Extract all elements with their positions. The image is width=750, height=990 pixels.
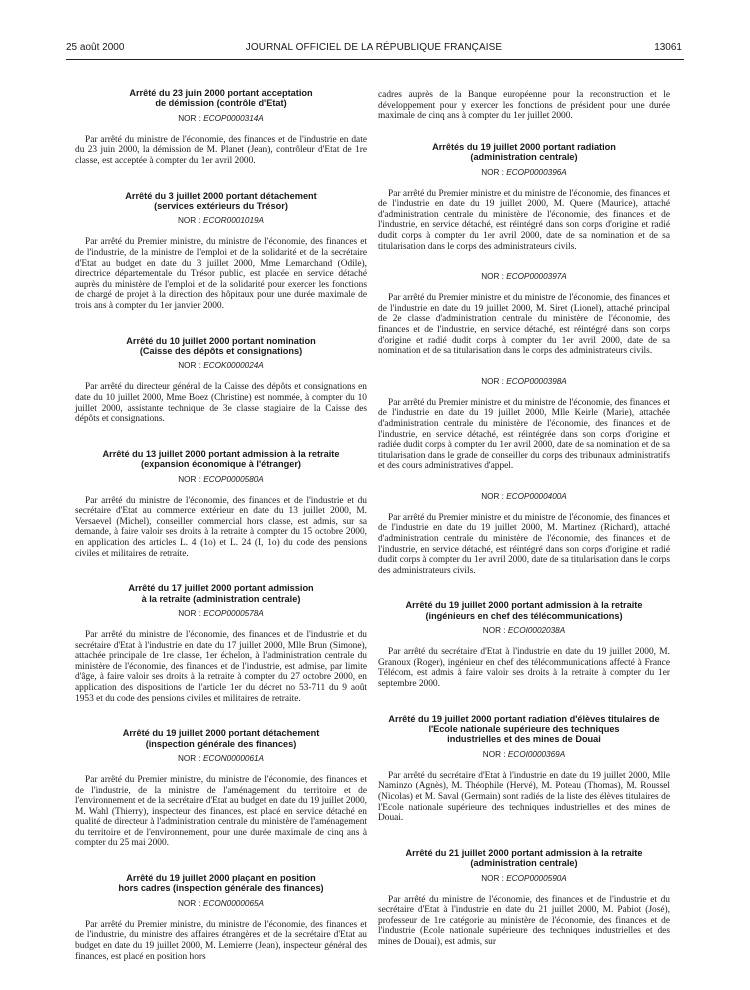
nor-reference: NOR : ECOR0001019A bbox=[177, 216, 265, 226]
nor-reference: NOR : ECOP0000398A bbox=[481, 376, 567, 386]
decree-text: Par arrêté du Premier ministre, du ministre de l'économie, des finances et de l'industrie, de la ministre de l'aménagement du territoire et de l'environnement et de la secrétaire d'Etat au budget en date du 19 juillet 2000, M. Wahl (Thierry), inspecteur des finances, est placé en service détaché en qualité de directeur à l'administration centrale du ministère de l'aménagement du territoire et de l'environnement, pour une durée maximale de cinq ans à compter du 25 mai 2000. bbox=[75, 774, 367, 849]
nor-reference: NOR : ECOI0002038A bbox=[482, 626, 566, 636]
decree-section bbox=[75, 88, 367, 167]
page-header bbox=[66, 42, 682, 58]
decree-text: Par arrêté du ministre de l'économie, des finances et de l'industrie et du secrétaire d'Etat à l'industrie en date du 17 juillet 2000, Mlle Brun (Simone), attachée principale de 1re classe, 1er échelon, à l'administration centrale du ministère de l'économie, des finances et de l'industrie, est admise, par limite d'âge, à faire valoir ses droits à la retraite à compter du 27 octobre 2000, en application des dispositions de l'article 1er du décret no 53-711 du 9 août 1953 et du code des pensions civiles et militaires de retraite. bbox=[75, 629, 367, 704]
decree-title: Arrêté du 21 juillet 2000 portant admission à la retraite (administration centrale) bbox=[405, 847, 643, 869]
left-column bbox=[75, 88, 367, 962]
decree-text: Par arrêté du ministre de l'économie, des finances et de l'industrie en date du 23 juin 2000, la démission de M. Planet (Jean), contrôleur d'Etat de 1re classe, est acceptée à compter du 1er avril 2000. bbox=[75, 134, 367, 166]
decree-text: Par arrêté du Premier ministre et du ministre de l'économie, des finances et de l'industrie en date du 19 juillet 2000, M. Martinez (Richard), attaché d'administration centrale du ministère de l'économie, des finances et de l'industrie, en service détaché, est réintégré dans son corps d'origine et radié dudit corps à compter du 1er avril 2000, date de sa titularisation dans le corps des administrateurs civils. bbox=[378, 512, 670, 576]
nor-reference: NOR : ECOK0000024A bbox=[178, 361, 264, 371]
decree-text: Par arrêté du secrétaire d'Etat à l'industrie en date du 19 juillet 2000, Mlle Naminzo (Agnès), M. Théophile (Hervé), M. Poteau (Thomas), M. Roussel (Nicolas) et M. Saval (Germain) sont radiés de la liste des élèves titulaires de l'Ecole nationale supérieure des techniques industrielles et des mines de Douai. bbox=[378, 770, 670, 824]
page-number: 13061 bbox=[654, 42, 682, 53]
nor-reference: NOR : ECOP0000580A bbox=[178, 474, 264, 484]
decree-section bbox=[75, 728, 367, 849]
nor-reference: NOR : ECON0000065A bbox=[177, 898, 265, 908]
nor-reference: NOR : ECON0000061A bbox=[177, 753, 265, 763]
radiation-decrees bbox=[378, 142, 670, 577]
decree-text: Par arrêté du Premier ministre et du ministre de l'économie, des finances et de l'industrie en date du 19 juillet 2000, M. Siret (Lionel), attaché principal de 2e classe d'administration centrale du ministère de l'économie, des finances et de l'industrie, en service détaché, est réintégré dans son corps d'origine et radié dudit corps à compter du 1er avril 2000, date de sa nomination et de sa titularisation dans le corps des administrateurs civils. bbox=[378, 293, 670, 357]
decree-section bbox=[75, 336, 367, 425]
decree-section bbox=[75, 873, 367, 962]
nor-reference: NOR : ECOP0000396A bbox=[481, 167, 567, 177]
header-rule bbox=[66, 59, 684, 60]
decree-text: Par arrêté du secrétaire d'Etat à l'industrie en date du 19 juillet 2000, M. Granoux (Roger), ingénieur en chef des télécommunications affecté à France Télécom, est admis à faire valoir ses droits à la retraite à compter du 1er septembre 2000. bbox=[378, 647, 670, 690]
decree-text: Par arrêté du Premier ministre, du ministre de l'économie, des finances et de l'industrie, du ministre des affaires étrangères et de la secrétaire d'Etat au budget en date du 19 juillet 2000, M. Lemierre (Jean), inspecteur général des finances, est placé en position hors bbox=[75, 919, 367, 962]
decree-title: Arrêté du 13 juillet 2000 portant admission à la retraite (expansion économique à l'étranger) bbox=[102, 448, 340, 470]
nor-reference: NOR : ECOP0000578A bbox=[178, 608, 264, 618]
decree-text: Par arrêté du ministre de l'économie, des finances et de l'industrie et du secrétaire d'Etat au commerce extérieur en date du 13 juillet 2000, M. Versaevel (Michel), conseiller commercial hors classe, est admis, sur sa demande, à faire valoir ses droits à la retraite à compter du 15 octobre 2000, en application des articles L. 4 (1o) et L. 24 (I, 1o) du code des pensions civiles et militaires de retraite. bbox=[75, 495, 367, 559]
decree-title: Arrêté du 19 juillet 2000 portant détachement (inspection générale des finances) bbox=[122, 728, 320, 749]
decree-section bbox=[75, 449, 367, 559]
continued-text: cadres auprès de la Banque européenne pour la reconstruction et le développement pour y exercer les fonctions de président pour une durée maximale de cinq ans à compter du 1er juillet 2000. bbox=[378, 90, 670, 122]
decree-title: Arrêtés du 19 juillet 2000 portant radiation (administration centrale) bbox=[432, 141, 616, 163]
decree-title: Arrêté du 10 juillet 2000 portant nomination (Caisse des dépôts et consignations) bbox=[126, 335, 316, 356]
decree-title: Arrêté du 17 juillet 2000 portant admission à la retraite (administration centrale) bbox=[128, 583, 314, 604]
decree-section bbox=[378, 714, 670, 824]
decree-section bbox=[75, 191, 367, 312]
nor-reference: NOR : ECOP0000314A bbox=[178, 113, 264, 123]
decree-title: Arrêté du 19 juillet 2000 plaçant en position hors cadres (inspection générale des finances) bbox=[118, 873, 324, 894]
decree-text: Par arrêté du ministre de l'économie, des finances et de l'industrie et du secrétaire d'Etat à l'industrie en date du 21 juillet 2000, M. Pabiot (José), professeur de 1re catégorie au ministère de l'économie, des finances et de l'industrie (Ecole nationale supérieure des techniques industrielles et des mines de Douai), est admis, sur bbox=[378, 894, 670, 947]
nor-reference: NOR : ECOI0000369A bbox=[482, 749, 566, 759]
nor-reference: NOR : ECOP0000590A bbox=[481, 873, 567, 883]
journal-title: JOURNAL OFFICIEL DE LA RÉPUBLIQUE FRANÇAISE bbox=[245, 42, 503, 53]
decree-title: Arrêté du 23 juin 2000 portant acceptation de démission (contrôle d'Etat) bbox=[129, 88, 313, 109]
decree-text: Par arrêté du Premier ministre, du ministre de l'économie, des finances et de l'industrie, de la ministre de l'emploi et de la solidarité et de la secrétaire d'Etat au budget en date du 3 juillet 2000, Mme Lemarchand (Odile), directrice départementale du Trésor public, est placée en service détaché auprès du ministère de l'emploi et de la solidarité pour exercer les fonctions de chargé de projet à la direction des hôpitaux pour une durée maximale de trois ans à compter du 1er janvier 2000. bbox=[75, 237, 367, 311]
decree-section bbox=[378, 600, 670, 689]
decree-text: Par arrêté du Premier ministre et du ministre de l'économie, des finances et de l'industrie en date du 19 juillet 2000, Mlle Keirle (Marie), attachée d'administration centrale du ministère de l'économie, des finances et de l'industrie, en service détaché, est réintégrée dans son corps d'origine et radiée dudit corps à compter du 1er avril 2000, date de sa nomination et de sa titularisation dans le grade de conseiller du corps des tribunaux administratifs et des cours administratives d'appel. bbox=[378, 397, 670, 472]
decree-title: Arrêté du 3 juillet 2000 portant détachement (services extérieurs du Trésor) bbox=[125, 190, 317, 211]
decree-title: Arrêté du 19 juillet 2000 portant radiation d'élèves titulaires de l'Ecole nationale supérieure des techniques industrielles et des mines de Douai bbox=[388, 713, 660, 745]
decree-text: Par arrêté du Premier ministre et du ministre de l'économie, des finances et de l'industrie en date du 19 juillet 2000, M. Quere (Maurice), attaché d'administration centrale du ministère de l'économie, des finances et de l'industrie, en service détaché, est réintégré dans son corps d'origine et radié dudit corps à compter du 1er avril 2000, date de sa nomination et de sa titularisation dans le corps des administrateurs civils. bbox=[378, 188, 670, 252]
nor-reference: NOR : ECOP0000400A bbox=[481, 491, 567, 501]
issue-date: 25 août 2000 bbox=[66, 42, 125, 53]
decree-title: Arrêté du 19 juillet 2000 portant admission à la retraite (ingénieurs en chef des télécommunications) bbox=[405, 600, 643, 621]
decree-section bbox=[75, 583, 367, 704]
decree-text: Par arrêté du directeur général de la Caisse des dépôts et consignations en date du 10 juillet 2000, Mme Boez (Christine) est nommée, à compter du 10 juillet 2000, assistante technique de 3e classe stagiaire de la Caisse des dépôts et consignations. bbox=[75, 382, 367, 425]
decree-section bbox=[378, 848, 670, 948]
nor-reference: NOR : ECOP0000397A bbox=[481, 272, 567, 282]
right-column bbox=[378, 90, 670, 948]
